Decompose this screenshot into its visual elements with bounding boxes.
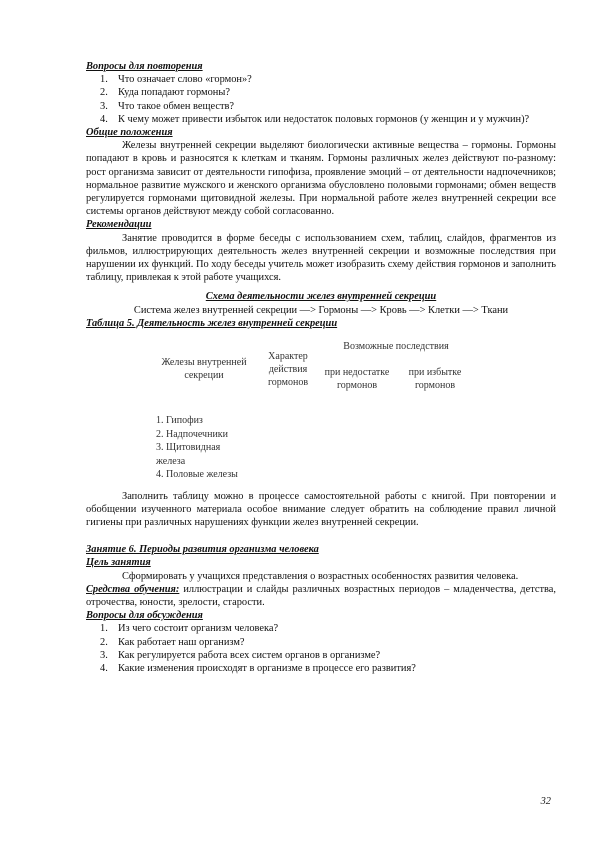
list-item: 3. Как регулируется работа всех систем органов в организме? xyxy=(100,649,381,661)
col-character: Характер действия гормонов xyxy=(267,350,309,388)
col-excess: при избытке гормонов xyxy=(408,367,462,392)
page-number: 32 xyxy=(540,796,551,807)
discussion-list xyxy=(86,622,556,675)
list-item: 1. Из чего состоит организм человека? xyxy=(100,623,279,635)
list-item: 1. Что означает слово «гормон»? xyxy=(100,74,252,86)
glands-rows xyxy=(86,414,556,482)
col-consequences: Возможные последствия xyxy=(343,340,449,352)
recommendations-header: Рекомендации xyxy=(86,219,152,231)
discussion-header: Вопросы для обсуждения xyxy=(86,610,203,622)
table-row: 3. Щитовидная xyxy=(156,442,221,454)
scheme-line: Система желез внутренней секреции —> Гормоны —> Кровь —> Клетки —> Ткани xyxy=(133,304,509,316)
goal-text: Сформировать у учащихся представления о возрастных особенностях развития человека. xyxy=(122,570,519,582)
after-table-text: Заполнить таблицу можно в процессе самостоятельной работы с книгой. При повторении и обобщении изученного материала особое внимание следует обратить на соблюдение правил личной гигиены при различных нарушениях функции желез внутренней секреции. xyxy=(86,490,556,528)
list-item: 3. Что такое обмен веществ? xyxy=(100,100,235,112)
lesson6-title: Занятие 6. Периоды развития организма человека xyxy=(86,544,319,556)
glands-table xyxy=(86,336,556,482)
means-paragraph xyxy=(86,583,556,609)
list-item: 2. Куда попадают гормоны? xyxy=(100,87,230,99)
general-header: Общие положения xyxy=(86,127,173,139)
list-item: 4. К чему может привести избыток или недостаток половых гормонов (у женщин и у мужчин)? xyxy=(100,113,530,125)
review-questions-list xyxy=(86,73,556,126)
document-page xyxy=(86,60,556,675)
col-glands: Железы внутренней секреции xyxy=(161,357,247,382)
means-label: Средства обучения: xyxy=(86,583,180,595)
list-item: 2. Как работает наш организм? xyxy=(100,636,245,648)
table-row: 4. Половые железы xyxy=(156,469,238,481)
scheme-header: Схема деятельности желез внутренней секреции xyxy=(205,291,437,303)
recommendations-text: Занятие проводится в форме беседы с использованием схем, таблиц, слайдов, фрагментов из фильмов, иллюстрирующих деятельность желез внутренней секреции и возможные последствия при нарушении их функций. По ходу беседы учитель может изобразить схему действия гормонов и заполнить таблицу, привлекая к этой работе учащихся. xyxy=(86,232,556,284)
table-row: 2. Надпочечники xyxy=(156,428,229,440)
list-item: 4. Какие изменения происходят в организме в процессе его развития? xyxy=(100,663,416,674)
table-caption: Таблица 5. Деятельность желез внутренней секреции xyxy=(86,317,338,329)
general-text: Железы внутренней секреции выделяют биологически активные вещества – гормоны. Гормоны попадают в кровь и разносятся к клеткам и тканям. Гормоны различных желез действуют по-разному: рост организма зависит от деятельности гипофиза, проявление эмоций – от деятельности надпочечников; нормальное развитие мужского и женского организма обусловлено половыми гормонами; обмен веществ регулируется гормонами щитовидной железы. При нормальной работе желез внутренней секреции все системы органов действуют между собой согласованно. xyxy=(86,140,556,218)
table-row: железа xyxy=(156,455,186,467)
table-row: 1. Гипофиз xyxy=(156,415,203,427)
goal-header: Цель занятия xyxy=(86,557,151,569)
col-deficit: при недостатке гормонов xyxy=(324,367,390,392)
review-questions-header: Вопросы для повторения xyxy=(86,61,203,72)
means-text: иллюстрации и слайды различных возрастных периодов – младенчества, детства, отрочества, юности, зрелости, старости. xyxy=(86,583,556,608)
